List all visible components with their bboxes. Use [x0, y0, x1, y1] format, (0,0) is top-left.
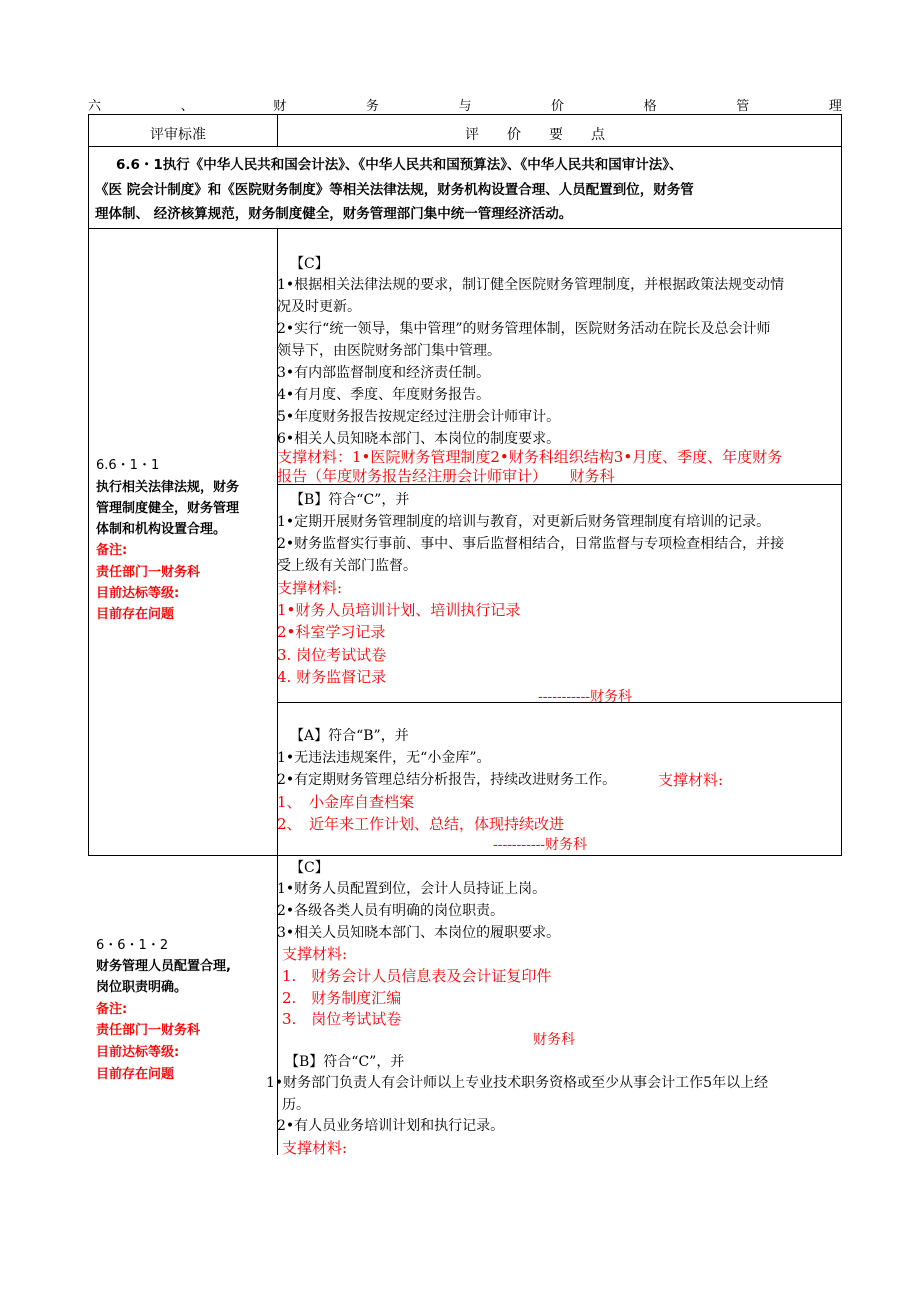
- title-char: 格: [643, 99, 657, 114]
- criterion: 3•有内部监督制度和经济责任制。: [277, 365, 491, 381]
- title-char: 与: [458, 99, 472, 114]
- title-char: 理: [828, 99, 842, 114]
- intro-line: 《医 院会计制度》和《医院财务制度》等相关法律法规，财务机构设置合理、人员配置到位，财务管: [95, 182, 694, 198]
- criterion: 5•年度财务报告按规定经过注册会计师审计。: [277, 409, 561, 425]
- support-item: 1. 财务会计人员信息表及会计证复印件: [282, 967, 552, 985]
- criterion: 2•各级各类人员有明确的岗位职责。: [277, 903, 505, 919]
- criterion: 1•财务人员配置到位，会计人员持证上岗。: [277, 881, 547, 897]
- criterion: 2•有人员业务培训计划和执行记录。: [277, 1118, 505, 1134]
- support-label: 支撑材料:: [658, 771, 724, 789]
- criterion: 况及时更新。: [277, 299, 361, 315]
- criterion: 1•无违法违规案件，无“小金库”。: [277, 750, 491, 766]
- responsible-dept: 责任部门一财务科: [96, 565, 201, 580]
- level-tag: 【C】: [290, 860, 329, 876]
- criterion: 4•有月度、季度、年度财务报告。: [277, 387, 491, 403]
- note-label: 备注:: [96, 1002, 128, 1017]
- criterion: 历。: [282, 1097, 310, 1113]
- criterion: 1•根据相关法律法规的要求，制订健全医院财务管理制度，并根据政策法规变动情: [277, 277, 785, 293]
- criterion: 2•有定期财务管理总结分析报告，持续改进财务工作。: [277, 772, 617, 788]
- level-tag: 【B】符合“C”，并: [290, 492, 410, 508]
- current-level: 目前达标等级:: [96, 586, 180, 601]
- criterion: 3•相关人员知晓本部门、本岗位的履职要求。: [277, 925, 561, 941]
- title-char: 财: [273, 99, 287, 114]
- level-tag: 【C】: [290, 256, 329, 272]
- support-label: 支撑材料:: [277, 579, 343, 597]
- header-evaluation-points: 评 价 要 点: [465, 127, 605, 143]
- department-sign: 财务科: [533, 1032, 575, 1048]
- note-label: 备注:: [96, 543, 128, 558]
- item-desc: 岗位职责明确。: [96, 980, 188, 995]
- department-sign: -----------财务科: [493, 837, 588, 853]
- support-item: 2. 财务制度汇编: [282, 989, 402, 1007]
- support-item: 1•财务人员培训计划、培训执行记录: [277, 601, 521, 619]
- section-title: [88, 95, 842, 114]
- header-standard: 评审标准: [150, 127, 206, 143]
- support-materials: 报告（年度财务报告经注册会计师审计） 财务科: [277, 467, 615, 485]
- support-item: 3. 岗位考试试卷: [277, 646, 387, 664]
- item-desc: 财务管理人员配置合理,: [96, 959, 231, 974]
- responsible-dept: 责任部门一财务科: [96, 1023, 201, 1038]
- title-char: 价: [551, 99, 565, 114]
- level-tag: 【A】符合“B”，并: [290, 728, 409, 744]
- title-char: 务: [365, 99, 379, 114]
- criterion: 2•财务监督实行事前、事中、事后监督相结合，日常监督与专项检查相结合，并接: [277, 536, 785, 552]
- item-code: 6.6・1・1: [96, 458, 160, 473]
- support-item: 2、 近年来工作计划、总结，体现持续改进: [277, 815, 565, 833]
- support-item: 1、 小金库自查档案: [277, 793, 415, 811]
- support-item: 3. 岗位考试试卷: [282, 1010, 402, 1028]
- current-issues: 目前存在问题: [96, 607, 175, 622]
- level-tag: 【B】符合“C”，并: [285, 1054, 405, 1070]
- title-char: 六: [88, 99, 102, 114]
- current-issues: 目前存在问题: [96, 1067, 175, 1082]
- criterion: 受上级有关部门监督。: [277, 558, 417, 574]
- department-sign: -----------财务科: [538, 689, 633, 705]
- support-item: 4. 财务监督记录: [277, 668, 387, 686]
- title-char: 管: [736, 99, 750, 114]
- criterion: 1•定期开展财务管理制度的培训与教育，对更新后财务管理制度有培训的记录。: [277, 514, 771, 530]
- item-desc: 管理制度健全，财务管理: [96, 501, 240, 516]
- item-code: 6・6・1・2: [96, 938, 169, 953]
- support-label: 支撑材料:: [282, 1139, 348, 1157]
- title-char: 、: [180, 99, 194, 114]
- criterion: 领导下，由医院财务部门集中管理。: [277, 343, 501, 359]
- criterion: 6•相关人员知晓本部门、本岗位的制度要求。: [277, 431, 561, 447]
- support-label: 支撑材料:: [282, 945, 348, 963]
- current-level: 目前达标等级:: [96, 1045, 180, 1060]
- item-desc: 体制和机构设置合理。: [96, 522, 227, 537]
- item-desc: 执行相关法律法规，财务: [96, 480, 240, 495]
- support-item: 2•科室学习记录: [277, 623, 386, 641]
- support-materials: 支撑材料：1•医院财务管理制度2•财务科组织结构3•月度、季度、年度财务: [277, 448, 783, 466]
- intro-line: 理体制、 经济核算规范，财务制度健全，财务管理部门集中统一管理经济活动。: [95, 206, 573, 222]
- intro-line: 6.6・1执行《中华人民共和国会计法》、《中华人民共和国预算法》、《中华人民共和国审计法》、: [116, 157, 683, 173]
- criterion: 2•实行“统一领导，集中管理”的财务管理体制，医院财务活动在院长及总会计师: [277, 321, 771, 337]
- criterion: 1•财务部门负责人有会计师以上专业技术职务资格或至少从事会计工作5年以上经: [266, 1075, 769, 1091]
